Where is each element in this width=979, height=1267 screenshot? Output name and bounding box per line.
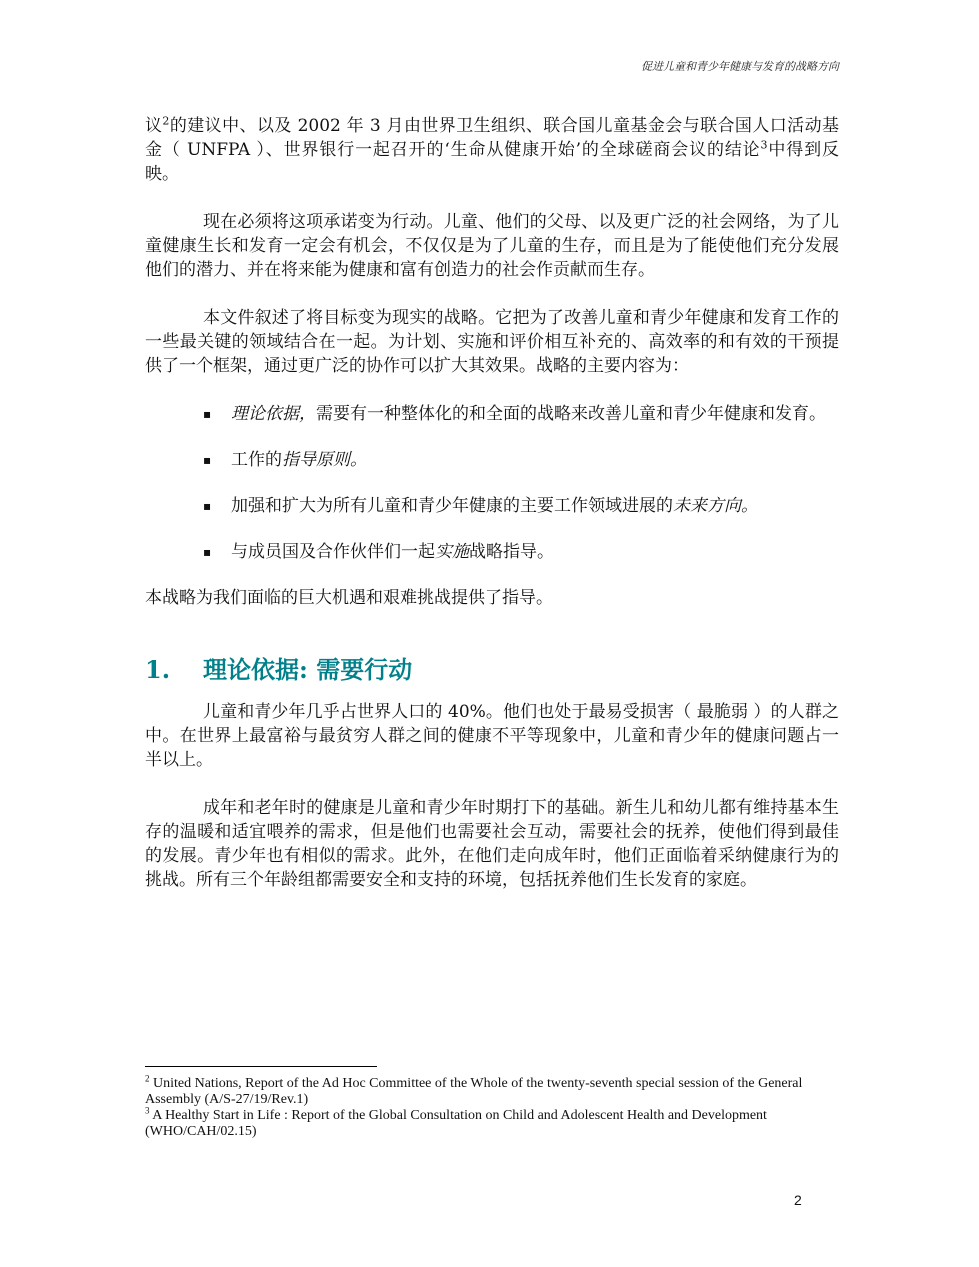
list-item-text: 与成员国及合作伙伴们一起 xyxy=(231,542,435,562)
footnote-number: 3 xyxy=(145,1105,150,1116)
section-heading xyxy=(145,655,839,684)
paragraph-1-text-b: 的建议中、以及 2002 年 3 月由世界卫生组织、联合国儿童基金会与联合国人口活动基金（ UNFPA ）、世界银行一起召开的‘生命从健康开始’的全球磋商会议的结论 xyxy=(145,116,839,160)
section-title: 理论依据: 需要行动 xyxy=(203,655,413,684)
list-item xyxy=(145,494,839,518)
paragraph-5: 儿童和青少年几乎占世界人口的 40%。他们也处于最易受损害（ 最脆弱 ）的人群之中。在世界上最富裕与最贫穷人群之间的健康不平等现象中，儿童和青少年的健康问题占一半以上。 xyxy=(145,702,839,770)
paragraph-6: 成年和老年时的健康是儿童和青少年时期打下的基础。新生儿和幼儿都有维持基本生存的温暖和适宜喂养的需求，但是他们也需要社会互动，需要社会的抚养，使他们得到最佳的发展。青少年也有相似的需求。此外，在他们走向成年时，他们正面临着采纳健康行为的挑战。所有三个年龄组都需要安全和支持的环境，包括抚养他们生长发育的家庭。 xyxy=(145,798,839,890)
list-item-text: 战略指导。 xyxy=(469,542,554,562)
list-item-emphasis: 未来方向。 xyxy=(673,496,758,516)
footnote-ref-3[interactable]: 3 xyxy=(760,138,768,152)
paragraph-2: 现在必须将这项承诺变为行动。儿童、他们的父母、以及更广泛的社会网络，为了儿童健康生长和发育一定会有机会，不仅仅是为了儿童的生存，而且是为了能使他们充分发展他们的潜力、并在将来能为健康和富有创造力的社会作贡献而生存。 xyxy=(145,212,839,280)
bullet-icon: ▪ xyxy=(203,499,212,513)
strategy-content-list xyxy=(145,402,839,564)
bullet-icon: ▪ xyxy=(203,545,212,559)
list-item-text: 工作的 xyxy=(231,450,282,470)
list-item-emphasis: 实施 xyxy=(435,542,469,562)
paragraph-1-text-c: 中得到反映。 xyxy=(145,140,839,184)
list-item-text: 加强和扩大为所有儿童和青少年健康的主要工作领域进展的 xyxy=(231,496,673,516)
paragraph-3: 本文件叙述了将目标变为现实的战略。它把为了改善儿童和青少年健康和发育工作的一些最关键的领域结合在一起。为计划、实施和评价相互补充的、高效率的和有效的干预提供了一个框架，通过更广泛的协作可以扩大其效果。战略的主要内容为： xyxy=(145,308,839,376)
section-number: 1. xyxy=(145,655,171,684)
footnotes xyxy=(145,1073,839,1140)
list-item-text: 需要有一种整体化的和全面的战略来改善儿童和青少年健康和发育。 xyxy=(316,404,826,424)
footnote-ref-2[interactable]: 2 xyxy=(162,114,170,128)
footnote-item xyxy=(145,1105,839,1140)
list-item xyxy=(145,540,839,564)
paragraph-4: 本战略为我们面临的巨大机遇和艰难挑战提供了指导。 xyxy=(145,588,553,608)
page-number: 2 xyxy=(794,1192,802,1208)
list-item-emphasis: 指导原则。 xyxy=(282,450,367,470)
footnote-number: 2 xyxy=(145,1073,150,1084)
bullet-icon: ▪ xyxy=(203,453,212,467)
footnote-item xyxy=(145,1073,839,1108)
list-item-emphasis: 理论依据， xyxy=(231,404,316,424)
list-item xyxy=(145,402,839,426)
paragraph-1-text-a: 议 xyxy=(145,116,163,136)
footnote-text: A Healthy Start in Life : Report of the Global Consultation on Child and Adolescent Health and Development (WHO/CAH/02.15) xyxy=(145,1108,767,1139)
bullet-icon: ▪ xyxy=(203,407,212,421)
body-content xyxy=(145,114,839,916)
footnote-divider xyxy=(145,1066,377,1067)
footnote-text: United Nations, Report of the Ad Hoc Committee of the Whole of the twenty-seventh special session of the General Assembly (A/S-27/19/Rev.1) xyxy=(145,1076,803,1107)
paragraph-1 xyxy=(145,114,839,186)
list-item xyxy=(145,448,839,472)
running-header: 促进儿童和青少年健康与发育的战略方向 xyxy=(641,60,839,73)
